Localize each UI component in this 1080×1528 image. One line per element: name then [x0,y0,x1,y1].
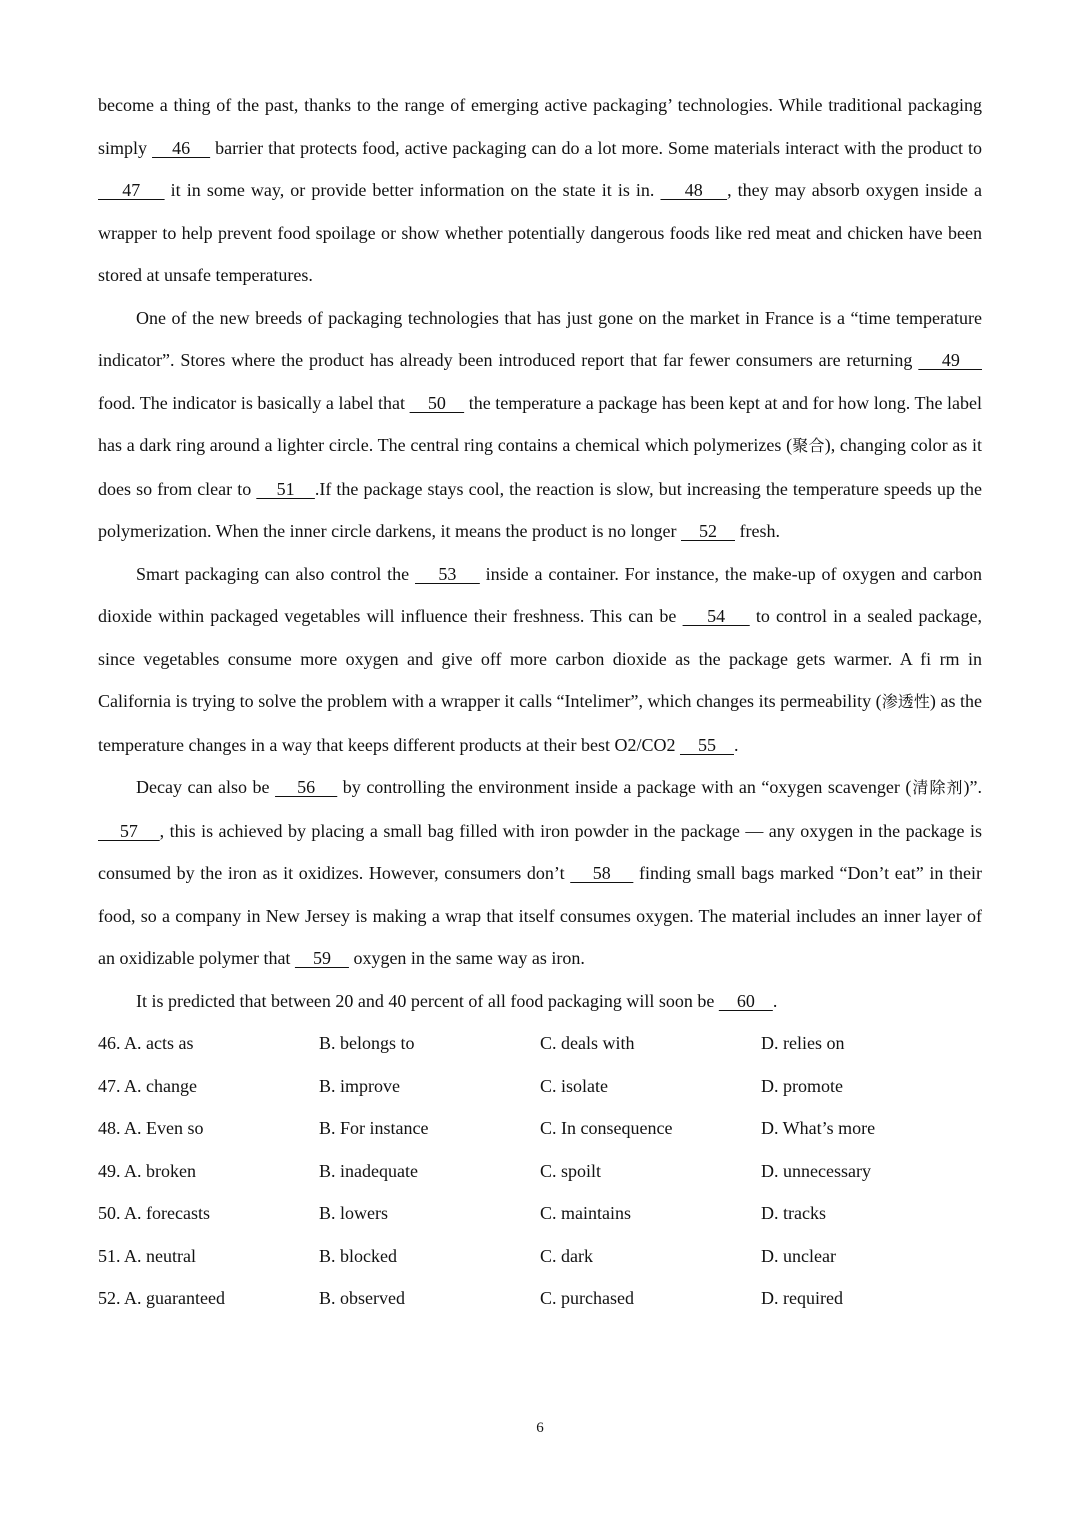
text: Smart packaging can also control the [136,563,416,584]
text: ), changing color as it does so from clear to [98,435,982,499]
text: It is predicted that between 20 and 40 percent of all food packaging will soon be [136,990,719,1011]
text: . [733,734,739,755]
paragraph-1 [98,84,982,297]
blank-59: 59 [294,948,349,968]
blank-52: 52 [681,521,735,541]
chinese-gloss: 渗透性 [881,692,930,711]
text: Decay can also be [136,777,276,797]
document-body [98,84,982,1320]
option-50-d: D. tracks [761,1203,826,1223]
blank-54: 54 [682,606,750,626]
option-49-b: B. inadequate [319,1160,418,1181]
option-49-a: 49. A. broken [98,1160,196,1181]
option-52-d: D. required [761,1288,843,1308]
text: finding small bags marked “Don’t eat” in their food, so a company in New Jersey is making a wrap that itself consumes oxygen. The material includes an inner layer of an oxidizable polymer that [98,863,983,968]
text: become a thing of the past, thanks to the range of emerging active packaging’ technologies. While traditional packaging simply [98,95,982,158]
option-48-c: C. In consequence [540,1118,673,1138]
option-48-d: D. What’s more [761,1118,876,1138]
blank-50: 50 [409,392,465,413]
paragraph-4 [98,766,982,980]
option-51-c: C. dark [540,1245,593,1266]
option-50-a: 50. A. forecasts [98,1203,210,1223]
option-51-b: B. blocked [319,1245,397,1266]
option-row-48 [98,1107,982,1150]
text: fresh. [735,521,780,541]
blank-53: 53 [415,563,480,584]
option-52-c: C. purchased [540,1288,634,1308]
chinese-gloss: 聚合 [792,436,825,455]
text: oxygen in the same way as iron. [348,948,585,968]
text: barrier that protects food, active packaging can do a lot more. Some materials interact with the product to [210,137,983,158]
blank-57: 57 [98,820,160,841]
option-46-b: B. belongs to [319,1033,415,1053]
option-46-d: D. relies on [761,1033,845,1053]
option-51-a: 51. A. neutral [98,1245,196,1266]
option-47-d: D. promote [761,1075,843,1096]
text: ) as the temperature changes in a way that keeps different products at their best O2/CO2 [98,691,982,755]
text: One of the new breeds of packaging technologies that has just gone on the market in France is a “time temperature indicator”. Stores where the product has already been introduced report that far fewer consumers are returning [98,307,982,370]
option-row-47 [98,1065,982,1108]
option-47-c: C. isolate [540,1075,608,1096]
option-row-50 [98,1192,982,1235]
option-50-b: B. lowers [319,1203,388,1223]
blank-46: 46 [152,137,211,158]
option-row-52 [98,1277,982,1320]
option-51-d: D. unclear [761,1245,836,1266]
blank-55: 55 [679,734,734,755]
text: to control in a sealed package, since vegetables consume more oxygen and give off more carbon dioxide as the package gets warmer. A fi rm in California is trying to solve the problem with a wrapper it calls “Intelimer”, which changes its permeability ( [98,606,983,711]
chinese-gloss: 清除剂 [911,778,964,797]
text: inside a container. For instance, the make-up of oxygen and carbon dioxide within packaged vegetables will influence their freshness. This can be [98,563,982,626]
blank-51: 51 [256,478,315,499]
blank-60: 60 [718,990,773,1011]
blank-56: 56 [275,777,338,797]
text: it in some way, or provide better information on the state it is in. [164,180,661,200]
blank-47: 47 [98,180,165,200]
option-row-49 [98,1150,982,1193]
option-47-a: 47. A. change [98,1075,197,1096]
paragraph-5 [98,980,982,1023]
option-52-b: B. observed [319,1288,405,1308]
option-49-d: D. unnecessary [761,1160,871,1181]
page-number: 6 [536,1420,544,1436]
answer-options [98,1022,982,1320]
text: . [772,990,778,1011]
text: , they may absorb oxygen inside a wrapper to help prevent food spoilage or show whether potentially dangerous foods like red meat and chicken have been stored at unsafe temperatures. [98,180,982,285]
blank-48: 48 [660,180,728,200]
text: food. The indicator is basically a label that [98,392,410,413]
option-49-c: C. spoilt [540,1160,602,1181]
blank-49: 49 [918,350,982,370]
option-50-c: C. maintains [540,1203,631,1223]
text: by controlling the environment inside a package with an “oxygen scavenger ( [337,777,912,797]
option-48-a: 48. A. Even so [98,1118,204,1138]
text: , this is achieved by placing a small bag filled with iron powder in the package — any oxygen in the package is consumed by the iron as it oxidizes. However, consumers don’t [98,820,983,883]
option-row-51 [98,1235,982,1278]
text: the temperature a package has been kept at and for how long. The label has a dark ring around a lighter circle. The central ring contains a chemical which polymerizes ( [98,392,982,455]
option-47-b: B. improve [319,1075,400,1096]
paragraph-2 [98,297,982,553]
option-52-a: 52. A. guaranteed [98,1288,225,1308]
paragraph-3 [98,553,982,767]
option-48-b: B. For instance [319,1118,429,1138]
option-46-c: C. deals with [540,1033,635,1053]
option-row-46 [98,1022,982,1065]
blank-58: 58 [570,863,634,883]
text: )”. [963,777,982,797]
text: .If the package stays cool, the reaction is slow, but increasing the temperature speeds up the polymerization. When the inner circle darkens, it means the product is no longer [98,478,983,541]
option-46-a: 46. A. acts as [98,1033,194,1053]
